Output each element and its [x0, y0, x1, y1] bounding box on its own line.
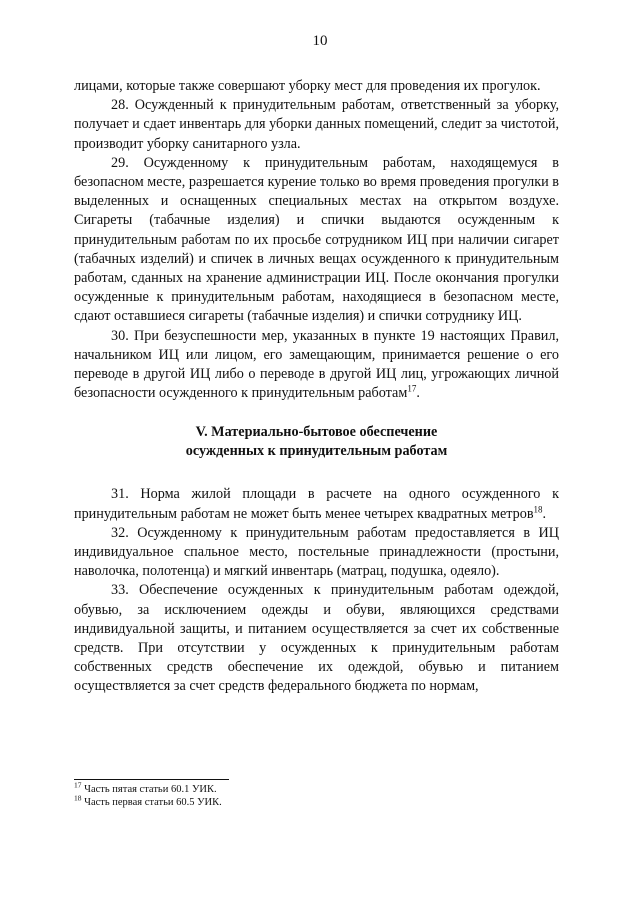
- footnote: [74, 793, 559, 809]
- footnote-separator: [74, 779, 229, 780]
- paragraph-text: 29. Осужденному к принудительным работам, находящемуся в безопасном месте, разрешается курение только во время проведения прогулки в выделенных и оснащенных специальных местах на открытом воздухе. Сигареты (табачные изделия) и спички выдаются осужденным к принудительным работам по их просьбе сотрудником ИЦ при наличии сигарет (табачных изделий) и спичек в личных вещах осужденного к принудительным работам, сданных на хранение администрации ИЦ. После окончания прогулки осужденные к принудительным работам, находящиеся в безопасном месте, сдают оставшиеся сигареты (табачные изделия) и спички сотруднику ИЦ.: [74, 154, 559, 325]
- footnotes: [74, 779, 559, 809]
- section-heading: [74, 423, 559, 461]
- section-heading-line-1: V. Материально-бытовое обеспечение: [195, 424, 438, 441]
- paragraph-end-punctuation: .: [542, 505, 547, 522]
- paragraph: [74, 485, 559, 523]
- paragraph: [74, 154, 559, 327]
- paragraph: [74, 524, 559, 582]
- paragraph-text: 30. При безуспешности мер, указанных в пункте 19 настоящих Правил, начальником ИЦ или лицом, его замещающим, принимается решение о его переводе в другой ИЦ либо о переводе в другой ИЦ лиц, угрожающих личной безопасности осужденного к принудительным работам: [74, 327, 559, 402]
- paragraphs-after-heading: [74, 485, 559, 696]
- footnote-reference: 18: [533, 503, 543, 514]
- paragraph: [74, 96, 559, 154]
- footnote-number: 18: [74, 793, 82, 803]
- page-number: 10: [312, 33, 328, 49]
- footnote-list: [74, 780, 559, 809]
- paragraph: [74, 77, 559, 96]
- paragraph: [74, 327, 559, 404]
- paragraph-text: 33. Обеспечение осужденных к принудительным работам одеждой, обувью, за исключением одежды и обуви, являющихся средствами индивидуальной защиты, и питанием осуществляется за счет их собственные средств. При отсутствии у осужденных к принудительным работам собственных средств обеспечение их одеждой, обувью и питанием осуществляется за счет средств федерального бюджета по нормам,: [74, 582, 559, 695]
- document-body: [74, 77, 559, 697]
- section-heading-line-2: осужденных к принудительным работам: [185, 443, 448, 460]
- footnote-reference: 17: [407, 383, 417, 394]
- paragraph: [74, 581, 559, 696]
- footnote-text: Часть первая статьи 60.5 УИК.: [81, 797, 222, 808]
- footnote: [74, 780, 559, 796]
- paragraph-text: 32. Осужденному к принудительным работам предоставляется в ИЦ индивидуальное спальное место, постельные принадлежности (простыни, наволочка, полотенца) и мягкий инвентарь (матрац, подушка, одеяло).: [74, 524, 559, 580]
- footnote-text: Часть пятая статьи 60.1 УИК.: [81, 784, 217, 795]
- paragraph-text: лицами, которые также совершают уборку мест для проведения их прогулок.: [74, 78, 541, 94]
- footnote-number: 17: [74, 780, 82, 790]
- paragraphs-before-heading: [74, 77, 559, 403]
- paragraph-text: 31. Норма жилой площади в расчете на одного осужденного к принудительным работам не может быть менее четырех квадратных метров: [74, 486, 559, 522]
- paragraph-end-punctuation: .: [416, 385, 420, 402]
- paragraph-text: 28. Осужденный к принудительным работам, ответственный за уборку, получает и сдает инвентарь для уборки данных помещений, следит за чистотой, производит уборку санитарного узла.: [74, 97, 559, 152]
